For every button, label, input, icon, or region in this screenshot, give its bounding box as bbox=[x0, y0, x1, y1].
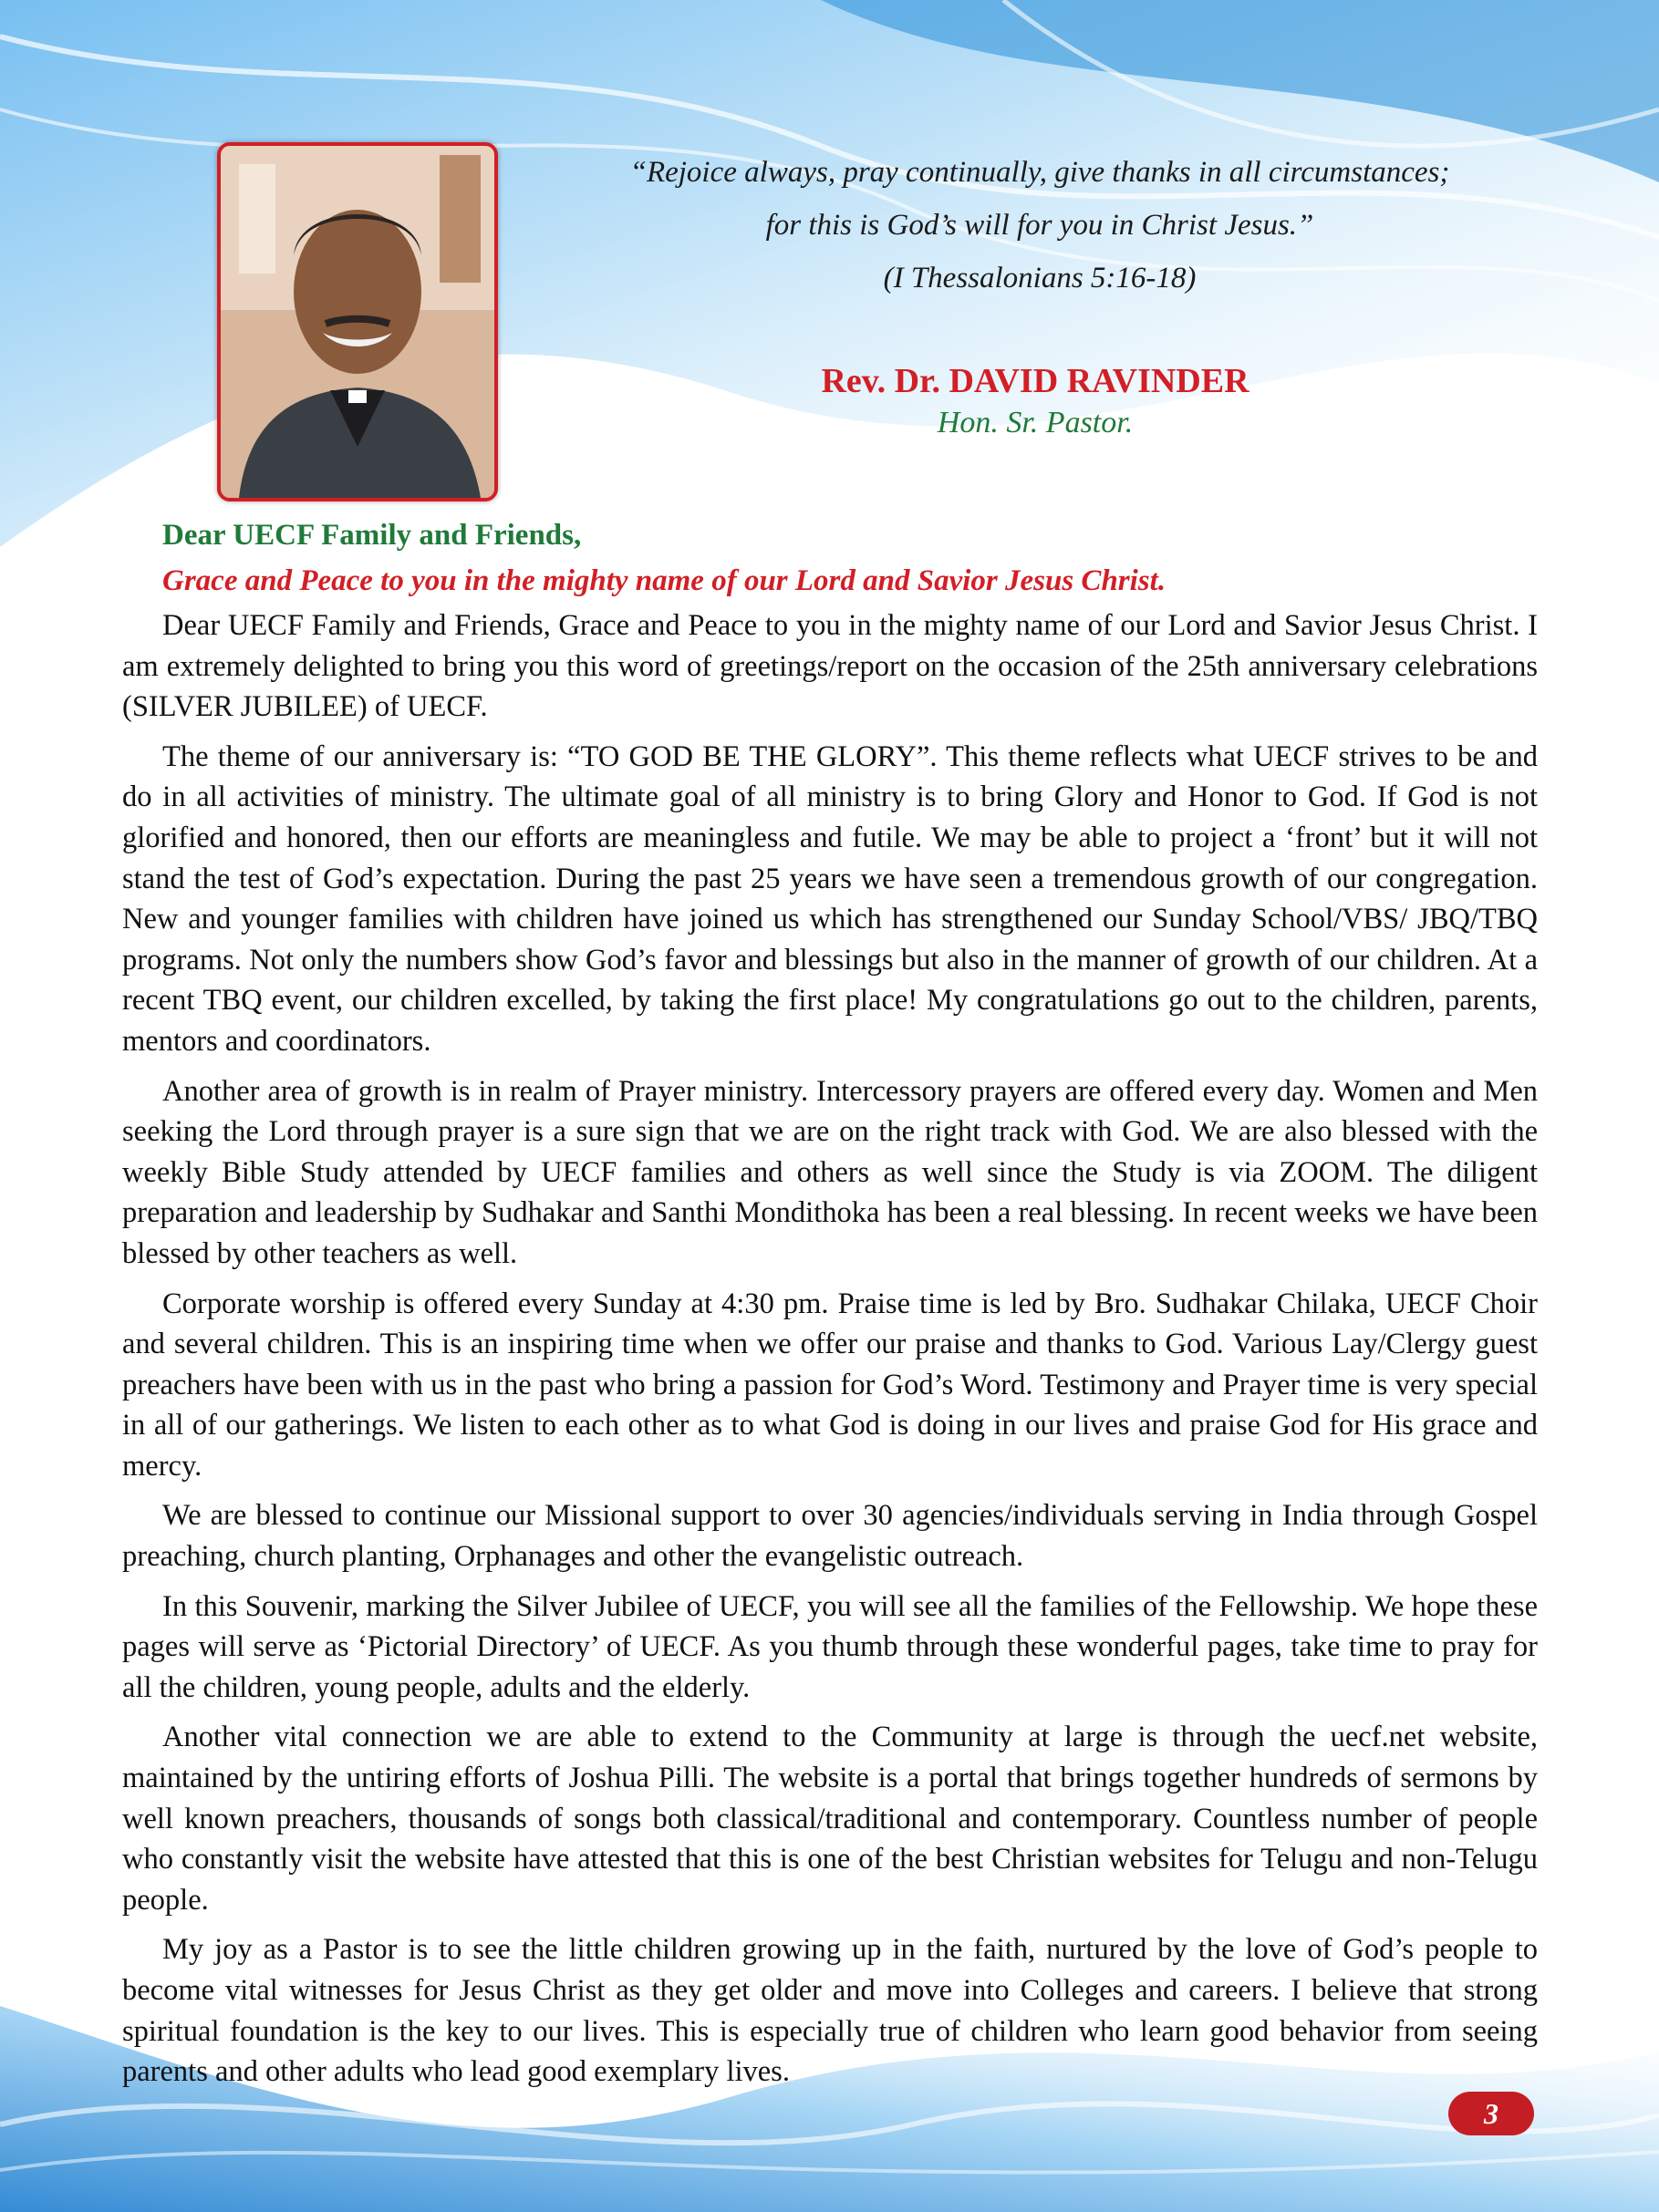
author-block bbox=[693, 359, 1377, 443]
quote-line-1: “Rejoice always, pray continually, give thanks in all circumstances; bbox=[629, 156, 1450, 189]
letter-paragraph: My joy as a Pastor is to see the little children growing up in the faith, nurtured by the love of God’s people to become vital witnesses for Jesus Christ as they get older and move into Colleges and careers. I believe that strong spiritual foundation is the key to our lives. This is especially true of children who learn good behavior from seeing parents and other adults who lead good exemplary lives. bbox=[122, 1933, 1538, 2089]
pastor-portrait-image bbox=[221, 146, 494, 498]
letter-paragraph: Corporate worship is offered every Sunday at 4:30 pm. Praise time is led by Bro. Sudhakar Chilaka, UECF Choir and several children. This is an inspiring time when we offer our praise and thanks to God. Various Lay/Clergy guest preachers have been with us in the past who bring a passion for God’s Word. Testimony and Prayer time is very special in all of our gatherings. We listen to each other as to what God is doing in our lives and praise God for His grace and mercy. bbox=[122, 1287, 1538, 1483]
author-name: Rev. Dr. DAVID RAVINDER bbox=[821, 362, 1249, 400]
quote-reference: (I Thessalonians 5:16-18) bbox=[883, 262, 1197, 295]
letter-paragraph: Dear UECF Family and Friends, Grace and Peace to you in the mighty name of our Lord and Savior Jesus Christ. I am extremely delighted to bring you this word of greetings/report on the occasion of the 25th anniversary celebrations (SILVER JUBILEE) of UECF. bbox=[122, 609, 1538, 724]
letter-paragraph: Another area of growth is in realm of Prayer ministry. Intercessory prayers are offered every day. Women and Men seeking the Lord through prayer is a sure sign that we are on the right track with God. We are also blessed with the weekly Bible Study attended by UECF families and others as well since the Study is via ZOOM. The diligent preparation and leadership by Sudhakar and Santhi Mondithoka has been a real blessing. In recent weeks we have been blessed by other teachers as well. bbox=[122, 1074, 1538, 1270]
scripture-quote bbox=[511, 146, 1569, 305]
pastor-photo bbox=[217, 142, 498, 501]
letter-paragraph: Another vital connection we are able to extend to the Community at large is through the uecf.net website, maintained by the untiring efforts of Joshua Pilli. The website is a portal that brings together hundreds of sermons by well known preachers, thousands of songs both classical/traditional and contemporary. Countless number of people who constantly visit the website have attested that this is one of the best Christian websites for Telugu and non-Telugu people. bbox=[122, 1721, 1538, 1917]
letter-paragraph: We are blessed to continue our Missional support to over 30 agencies/individuals serving in India through Gospel preaching, church planting, Orphanages and other the evangelistic outreach. bbox=[122, 1499, 1538, 1574]
quote-line-2: for this is God’s will for you in Christ Jesus.” bbox=[765, 209, 1314, 242]
salutation: Dear UECF Family and Friends, bbox=[162, 519, 582, 552]
author-title: Hon. Sr. Pastor. bbox=[937, 406, 1134, 439]
greeting: Grace and Peace to you in the mighty name of our Lord and Savior Jesus Christ. bbox=[162, 564, 1166, 597]
letter-paragraph: In this Souvenir, marking the Silver Jubilee of UECF, you will see all the families of the Fellowship. We hope these pages will serve as ‘Pictorial Directory’ of UECF. As you thumb through these wonderful pages, take time to pray for all the children, young people, adults and the elderly. bbox=[122, 1589, 1538, 1704]
page-number-badge: 3 bbox=[1448, 2092, 1534, 2135]
letter-body bbox=[122, 512, 1538, 2102]
letter-paragraph: The theme of our anniversary is: “TO GOD BE THE GLORY”. This theme reflects what UECF strives to be and do in all activities of ministry. The ultimate goal of all ministry is to bring Glory and Honor to God. If God is not glorified and honored, then our efforts are meaningless and futile. We may be able to project a ‘front’ but it will not stand the test of God’s expectation. During the past 25 years we have seen a tremendous growth of our congregation. New and younger families with children have joined us which has strengthened our Sunday School/VBS/ JBQ/TBQ programs. Not only the numbers show God’s favor and blessings but also in the manner of growth of our children. At a recent TBQ event, our children excelled, by taking the first place! My congratulations go out to the children, parents, mentors and coordinators. bbox=[122, 739, 1538, 1058]
